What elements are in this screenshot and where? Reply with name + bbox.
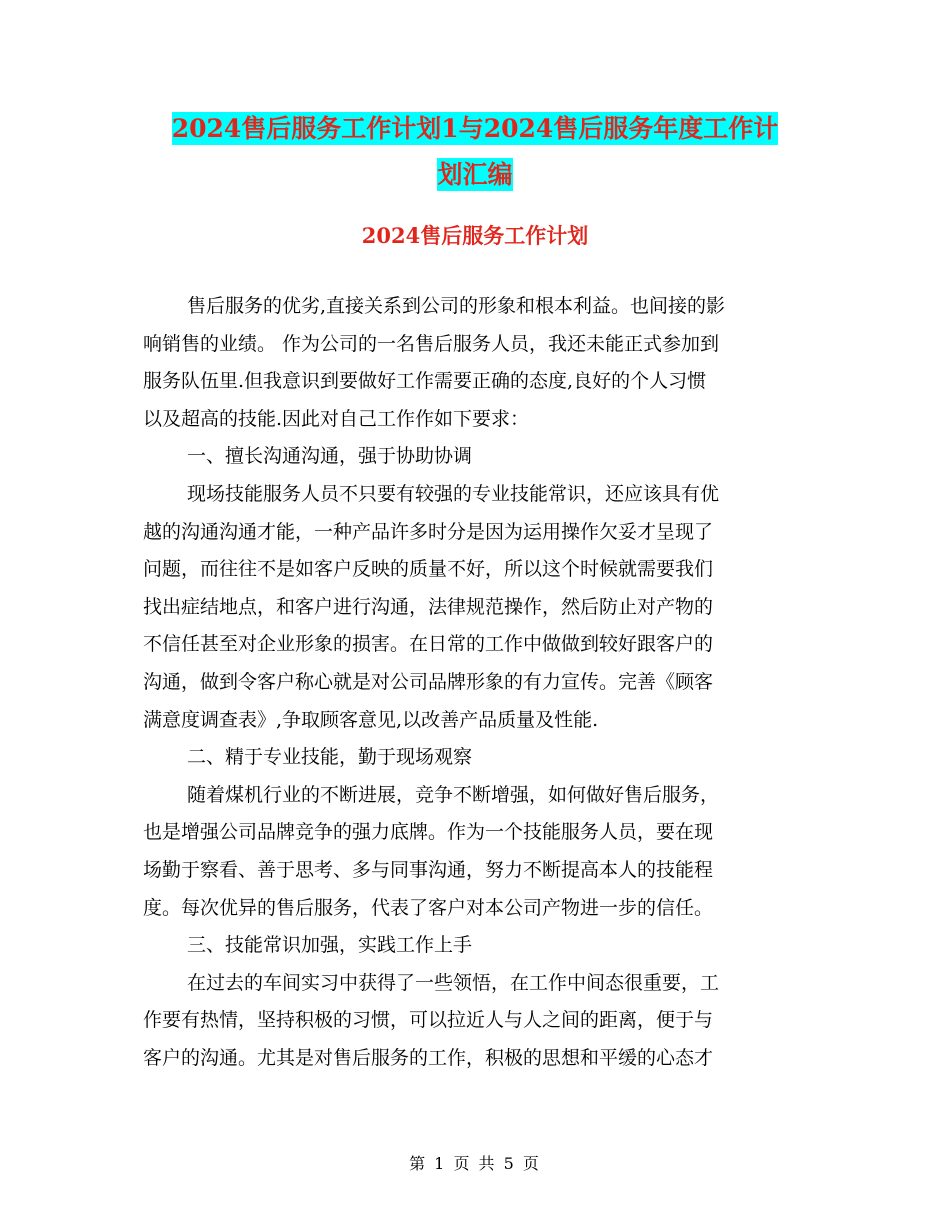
body-line: 二、精于专业技能，勤于现场观察: [187, 746, 473, 769]
body-line: 不信任甚至对企业形象的损害。在日常的工作中做做到较好跟客户的: [143, 633, 714, 656]
main-title-text-2: 划汇编: [437, 160, 513, 189]
page-footer: 第 1 页 共 5 页: [409, 1154, 541, 1173]
body-line: 越的沟通沟通才能，一种产品许多时分是因为运用操作欠妥才呈现了: [143, 520, 714, 543]
body-line: 满意度调查表》,争取顾客意见,以改善产品质量及性能.: [143, 708, 599, 731]
body-line: 在过去的车间实习中获得了一些领悟，在工作中间态很重要，工: [187, 971, 720, 994]
body-line: 场勤于察看、善于思考、多与同事沟通，努力不断提高本人的技能程: [143, 858, 714, 881]
body-line: 作要有热情，坚持积极的习惯，可以拉近人与人之间的距离，便于与: [143, 1009, 714, 1032]
body-line: 以及超高的技能.因此对自己工作作如下要求：: [143, 407, 530, 430]
main-title-line-1: [140, 104, 810, 154]
body-line: 响销售的业绩。 作为公司的一名售后服务人员，我还未能正式参加到: [143, 332, 720, 355]
body-line: 也是增强公司品牌竞争的强力底牌。作为一个技能服务人员，要在现: [143, 821, 714, 844]
main-title-line-2: [140, 150, 810, 200]
body-line: 服务队伍里.但我意识到要做好工作需要正确的态度,良好的个人习惯: [143, 370, 707, 393]
body-line: 度。每次优异的售后服务，代表了客户对本公司产物进一步的信任。: [143, 896, 714, 919]
body-line: 随着煤机行业的不断进展，竞争不断增强，如何做好售后服务，: [187, 783, 720, 806]
body-line: 一、擅长沟通沟通，强于协助协调: [187, 445, 473, 468]
body-line: 客户的沟通。尤其是对售后服务的工作，积极的思想和平缓的心态才: [143, 1046, 714, 1069]
body-line: 问题，而往往不是如客户反映的质量不好，所以这个时候就需要我们: [143, 558, 714, 581]
body-line: 三、技能常识加强，实践工作上手: [187, 934, 473, 957]
main-title-text-1: 2024售后服务工作计划1与2024售后服务年度工作计: [171, 114, 779, 143]
body-line: 找出症结地点，和客户进行沟通，法律规范操作，然后防止对产物的: [143, 595, 714, 618]
body-line: 现场技能服务人员不只要有较强的专业技能常识，还应该具有优: [187, 482, 720, 505]
body-line: 沟通，做到令客户称心就是对公司品牌形象的有力宣传。完善《顾客: [143, 670, 714, 693]
section-title: 2024售后服务工作计划: [361, 223, 589, 248]
document-body: [143, 288, 807, 1077]
body-line: 售后服务的优劣,直接关系到公司的形象和根本利益。也间接的影: [187, 295, 726, 317]
